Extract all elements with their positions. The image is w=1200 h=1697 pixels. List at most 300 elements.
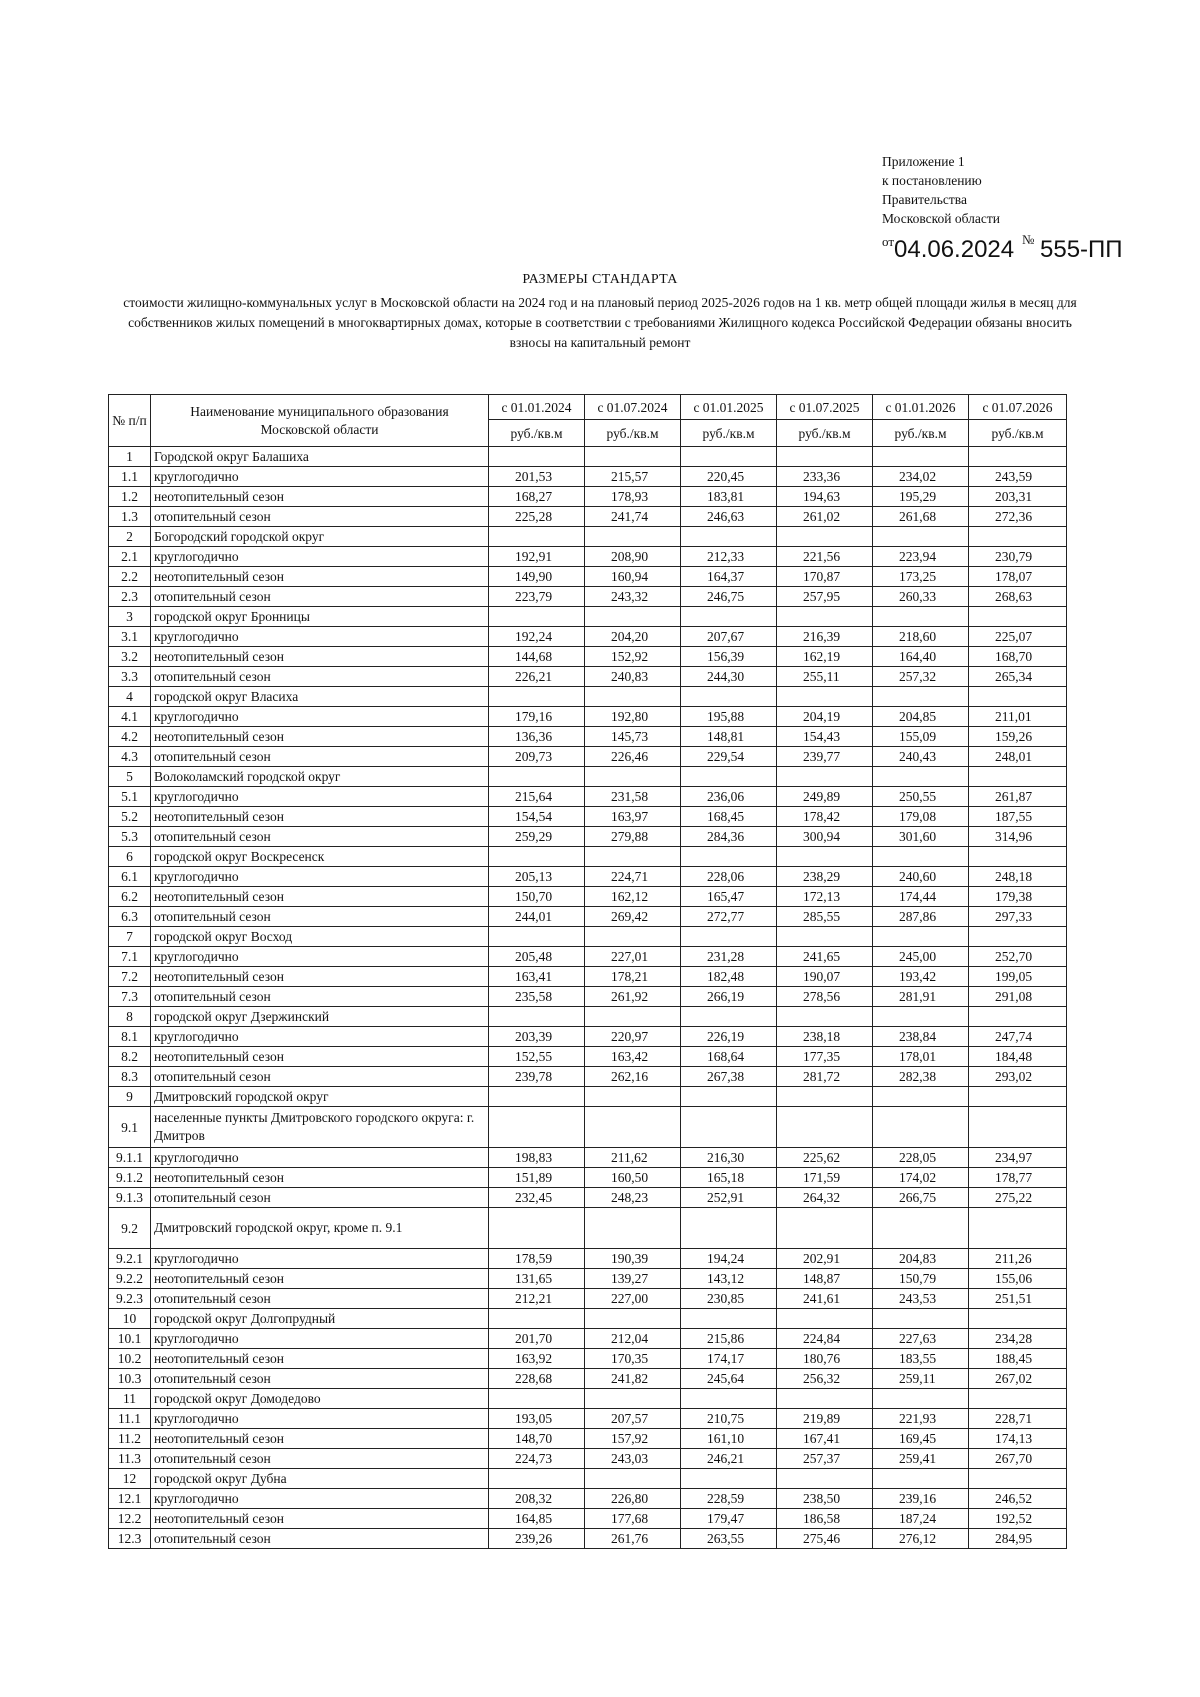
row-name: отопительный сезон xyxy=(151,507,489,527)
row-value: 240,83 xyxy=(585,667,681,687)
row-value xyxy=(969,607,1067,627)
row-value xyxy=(969,847,1067,867)
row-value: 173,25 xyxy=(873,567,969,587)
row-name: круглогодично xyxy=(151,547,489,567)
row-name: круглогодично xyxy=(151,1409,489,1429)
table-row xyxy=(109,567,1067,587)
row-value: 144,68 xyxy=(489,647,585,667)
row-number: 11.2 xyxy=(109,1429,151,1449)
table-row xyxy=(109,1309,1067,1329)
header-unit: руб./кв.м xyxy=(777,420,873,447)
row-value: 221,93 xyxy=(873,1409,969,1429)
row-value: 291,08 xyxy=(969,987,1067,1007)
table-row xyxy=(109,1509,1067,1529)
row-number: 9.1.1 xyxy=(109,1148,151,1168)
table-row xyxy=(109,587,1067,607)
row-number: 9.1.3 xyxy=(109,1188,151,1208)
row-value: 204,19 xyxy=(777,707,873,727)
row-value: 256,32 xyxy=(777,1369,873,1389)
row-value: 168,64 xyxy=(681,1047,777,1067)
row-name: круглогодично xyxy=(151,707,489,727)
row-number: 6.1 xyxy=(109,867,151,887)
row-value: 136,36 xyxy=(489,727,585,747)
number-label: № xyxy=(1022,232,1035,247)
row-value: 163,97 xyxy=(585,807,681,827)
row-value: 314,96 xyxy=(969,827,1067,847)
row-name: круглогодично xyxy=(151,947,489,967)
row-value: 249,89 xyxy=(777,787,873,807)
row-value xyxy=(489,1107,585,1148)
row-value: 245,64 xyxy=(681,1369,777,1389)
row-value xyxy=(873,607,969,627)
row-value: 257,32 xyxy=(873,667,969,687)
row-value xyxy=(873,1107,969,1148)
row-name: городской округ Бронницы xyxy=(151,607,489,627)
row-value: 177,35 xyxy=(777,1047,873,1067)
row-value: 246,52 xyxy=(969,1489,1067,1509)
row-value xyxy=(969,1087,1067,1107)
row-value: 203,39 xyxy=(489,1027,585,1047)
row-number: 7.2 xyxy=(109,967,151,987)
row-value: 301,60 xyxy=(873,827,969,847)
row-name: неотопительный сезон xyxy=(151,1349,489,1369)
row-value xyxy=(585,687,681,707)
row-value: 236,06 xyxy=(681,787,777,807)
appendix-line: к постановлению xyxy=(882,173,982,188)
row-name: круглогодично xyxy=(151,1148,489,1168)
row-value: 259,41 xyxy=(873,1449,969,1469)
row-value: 211,26 xyxy=(969,1249,1067,1269)
row-number: 10.3 xyxy=(109,1369,151,1389)
table-row xyxy=(109,767,1067,787)
row-value: 255,11 xyxy=(777,667,873,687)
row-value: 155,06 xyxy=(969,1269,1067,1289)
row-number: 1.3 xyxy=(109,507,151,527)
row-value: 241,61 xyxy=(777,1289,873,1309)
row-value xyxy=(969,1309,1067,1329)
row-name: отопительный сезон xyxy=(151,667,489,687)
row-value: 150,79 xyxy=(873,1269,969,1289)
row-value xyxy=(873,927,969,947)
row-value: 195,29 xyxy=(873,487,969,507)
row-value: 300,94 xyxy=(777,827,873,847)
row-value xyxy=(777,1469,873,1489)
header-unit: руб./кв.м xyxy=(873,420,969,447)
row-value: 227,00 xyxy=(585,1289,681,1309)
row-value: 161,10 xyxy=(681,1429,777,1449)
row-value xyxy=(585,1107,681,1148)
row-value: 228,59 xyxy=(681,1489,777,1509)
row-value: 151,89 xyxy=(489,1168,585,1188)
row-value xyxy=(585,1469,681,1489)
row-value: 212,21 xyxy=(489,1289,585,1309)
row-number: 8.1 xyxy=(109,1027,151,1047)
row-number: 9.1 xyxy=(109,1107,151,1148)
row-value: 204,20 xyxy=(585,627,681,647)
row-name: Богородский городской округ xyxy=(151,527,489,547)
row-value: 260,33 xyxy=(873,587,969,607)
row-value: 215,57 xyxy=(585,467,681,487)
row-value: 225,07 xyxy=(969,627,1067,647)
row-value: 245,00 xyxy=(873,947,969,967)
row-value: 168,27 xyxy=(489,487,585,507)
table-row xyxy=(109,927,1067,947)
row-value xyxy=(969,1469,1067,1489)
row-value: 221,56 xyxy=(777,547,873,567)
row-value xyxy=(777,767,873,787)
table-row xyxy=(109,547,1067,567)
row-value: 192,52 xyxy=(969,1509,1067,1529)
row-name: отопительный сезон xyxy=(151,1369,489,1389)
row-value xyxy=(681,1107,777,1148)
row-value: 157,92 xyxy=(585,1429,681,1449)
appendix-block xyxy=(882,152,1123,264)
row-value xyxy=(489,607,585,627)
row-value: 229,54 xyxy=(681,747,777,767)
row-value xyxy=(873,1469,969,1489)
row-value: 244,30 xyxy=(681,667,777,687)
row-value: 159,26 xyxy=(969,727,1067,747)
row-value: 186,58 xyxy=(777,1509,873,1529)
row-value: 261,02 xyxy=(777,507,873,527)
row-name: городской округ Домодедово xyxy=(151,1389,489,1409)
row-value xyxy=(585,847,681,867)
row-number: 10 xyxy=(109,1309,151,1329)
table-row xyxy=(109,967,1067,987)
row-value xyxy=(681,1309,777,1329)
row-value: 235,58 xyxy=(489,987,585,1007)
row-name: неотопительный сезон xyxy=(151,1047,489,1067)
row-value xyxy=(969,1107,1067,1148)
row-number: 8.3 xyxy=(109,1067,151,1087)
row-value xyxy=(489,927,585,947)
table-body xyxy=(109,447,1067,1549)
row-value xyxy=(777,1309,873,1329)
row-value: 251,51 xyxy=(969,1289,1067,1309)
row-name: городской округ Восход xyxy=(151,927,489,947)
row-value: 232,45 xyxy=(489,1188,585,1208)
row-value: 241,74 xyxy=(585,507,681,527)
row-value: 179,47 xyxy=(681,1509,777,1529)
table-row xyxy=(109,1289,1067,1309)
row-value: 163,42 xyxy=(585,1047,681,1067)
row-value: 208,90 xyxy=(585,547,681,567)
row-value xyxy=(969,927,1067,947)
row-value: 204,85 xyxy=(873,707,969,727)
row-value: 284,95 xyxy=(969,1529,1067,1549)
row-value xyxy=(585,927,681,947)
row-value: 239,78 xyxy=(489,1067,585,1087)
row-name: городской округ Долгопрудный xyxy=(151,1309,489,1329)
row-name: отопительный сезон xyxy=(151,1529,489,1549)
row-value xyxy=(585,1087,681,1107)
row-name: населенные пункты Дмитровского городского округа: г. Дмитров xyxy=(151,1107,489,1148)
table-row xyxy=(109,447,1067,467)
row-name: отопительный сезон xyxy=(151,1188,489,1208)
header-unit: руб./кв.м xyxy=(489,420,585,447)
row-name: отопительный сезон xyxy=(151,827,489,847)
row-value xyxy=(777,927,873,947)
row-value: 226,80 xyxy=(585,1489,681,1509)
row-value: 211,01 xyxy=(969,707,1067,727)
row-number: 2.1 xyxy=(109,547,151,567)
row-value: 208,32 xyxy=(489,1489,585,1509)
row-value: 248,18 xyxy=(969,867,1067,887)
table-row xyxy=(109,1249,1067,1269)
row-name: неотопительный сезон xyxy=(151,487,489,507)
decree-date: 04.06.2024 xyxy=(894,236,1015,263)
row-number: 6 xyxy=(109,847,151,867)
row-value: 225,62 xyxy=(777,1148,873,1168)
row-value: 131,65 xyxy=(489,1269,585,1289)
row-value xyxy=(777,1389,873,1409)
row-value: 272,77 xyxy=(681,907,777,927)
table-row xyxy=(109,1409,1067,1429)
row-name: неотопительный сезон xyxy=(151,807,489,827)
row-value: 209,73 xyxy=(489,747,585,767)
row-value: 190,39 xyxy=(585,1249,681,1269)
row-name: отопительный сезон xyxy=(151,587,489,607)
table-row xyxy=(109,667,1067,687)
table-row xyxy=(109,887,1067,907)
row-value: 193,42 xyxy=(873,967,969,987)
row-name: отопительный сезон xyxy=(151,907,489,927)
row-value xyxy=(681,767,777,787)
row-number: 11.3 xyxy=(109,1449,151,1469)
row-value: 204,83 xyxy=(873,1249,969,1269)
row-value: 247,74 xyxy=(969,1027,1067,1047)
row-value xyxy=(681,1007,777,1027)
row-value: 183,81 xyxy=(681,487,777,507)
row-value: 187,24 xyxy=(873,1509,969,1529)
table-row xyxy=(109,607,1067,627)
row-name: круглогодично xyxy=(151,1489,489,1509)
row-value: 230,79 xyxy=(969,547,1067,567)
row-value xyxy=(873,767,969,787)
table-row xyxy=(109,627,1067,647)
row-value: 160,50 xyxy=(585,1168,681,1188)
row-value: 207,57 xyxy=(585,1409,681,1429)
row-value: 275,46 xyxy=(777,1529,873,1549)
row-number: 9.1.2 xyxy=(109,1168,151,1188)
row-number: 1.1 xyxy=(109,467,151,487)
table-row xyxy=(109,1047,1067,1067)
row-value: 257,37 xyxy=(777,1449,873,1469)
row-value: 156,39 xyxy=(681,647,777,667)
table-row xyxy=(109,727,1067,747)
row-value xyxy=(777,1007,873,1027)
row-name: круглогодично xyxy=(151,627,489,647)
row-value: 145,73 xyxy=(585,727,681,747)
row-value xyxy=(969,1007,1067,1027)
row-value: 285,55 xyxy=(777,907,873,927)
row-value: 225,28 xyxy=(489,507,585,527)
row-value: 165,18 xyxy=(681,1168,777,1188)
row-value: 224,84 xyxy=(777,1329,873,1349)
row-value: 172,13 xyxy=(777,887,873,907)
row-value: 194,63 xyxy=(777,487,873,507)
appendix-line: Московской области xyxy=(882,211,1001,226)
row-name: неотопительный сезон xyxy=(151,967,489,987)
row-value: 194,24 xyxy=(681,1249,777,1269)
table-row xyxy=(109,1369,1067,1389)
row-value: 174,44 xyxy=(873,887,969,907)
row-value: 201,53 xyxy=(489,467,585,487)
row-value: 220,45 xyxy=(681,467,777,487)
row-value: 178,93 xyxy=(585,487,681,507)
row-value: 193,05 xyxy=(489,1409,585,1429)
row-number: 12 xyxy=(109,1469,151,1489)
row-value: 195,88 xyxy=(681,707,777,727)
table-row xyxy=(109,947,1067,967)
row-name: круглогодично xyxy=(151,787,489,807)
row-value: 244,01 xyxy=(489,907,585,927)
row-value: 243,53 xyxy=(873,1289,969,1309)
table-row xyxy=(109,1349,1067,1369)
row-value xyxy=(681,1469,777,1489)
standard-cost-table xyxy=(108,394,1067,1549)
row-value: 228,68 xyxy=(489,1369,585,1389)
row-value xyxy=(489,847,585,867)
table-row xyxy=(109,807,1067,827)
row-number: 7.3 xyxy=(109,987,151,1007)
row-number: 3.2 xyxy=(109,647,151,667)
row-value xyxy=(873,527,969,547)
row-value: 257,95 xyxy=(777,587,873,607)
row-name: Волоколамский городской округ xyxy=(151,767,489,787)
row-number: 2.2 xyxy=(109,567,151,587)
row-value: 228,71 xyxy=(969,1409,1067,1429)
row-value: 178,77 xyxy=(969,1168,1067,1188)
row-value: 234,28 xyxy=(969,1329,1067,1349)
row-name: неотопительный сезон xyxy=(151,567,489,587)
row-value: 241,65 xyxy=(777,947,873,967)
row-number: 4.3 xyxy=(109,747,151,767)
row-value: 293,02 xyxy=(969,1067,1067,1087)
row-value: 234,97 xyxy=(969,1148,1067,1168)
header-unit: руб./кв.м xyxy=(969,420,1067,447)
row-value xyxy=(777,847,873,867)
row-value: 148,87 xyxy=(777,1269,873,1289)
row-number: 6.3 xyxy=(109,907,151,927)
row-number: 5 xyxy=(109,767,151,787)
row-value: 148,81 xyxy=(681,727,777,747)
row-value: 231,28 xyxy=(681,947,777,967)
row-value: 150,70 xyxy=(489,887,585,907)
row-value xyxy=(681,687,777,707)
row-name: неотопительный сезон xyxy=(151,647,489,667)
row-value: 163,92 xyxy=(489,1349,585,1369)
row-name: городской округ Дзержинский xyxy=(151,1007,489,1027)
row-value xyxy=(969,447,1067,467)
row-value xyxy=(489,687,585,707)
document-subtitle: стоимости жилищно-коммунальных услуг в Московской области на 2024 год и на плановый период 2025-2026 годов на 1 кв. метр общей площади жилья в месяц для собственников жилых помещений в многоквартирных домах, которые в соответствии с требованиями Жилищного кодекса Российской Федерации обязаны вносить взносы на капитальный ремонт xyxy=(123,295,1077,350)
table-row xyxy=(109,1469,1067,1489)
row-value xyxy=(777,527,873,547)
row-value: 165,47 xyxy=(681,887,777,907)
row-value: 205,48 xyxy=(489,947,585,967)
row-value: 267,38 xyxy=(681,1067,777,1087)
row-number: 3.1 xyxy=(109,627,151,647)
table-row xyxy=(109,1107,1067,1148)
row-value: 226,19 xyxy=(681,1027,777,1047)
row-name: неотопительный сезон xyxy=(151,887,489,907)
row-value: 178,21 xyxy=(585,967,681,987)
row-value xyxy=(489,1208,585,1249)
row-name: Дмитровский городской округ, кроме п. 9.1 xyxy=(151,1208,489,1249)
row-name: городской округ Воскресенск xyxy=(151,847,489,867)
row-number: 9.2.3 xyxy=(109,1289,151,1309)
row-value: 263,55 xyxy=(681,1529,777,1549)
row-number: 5.3 xyxy=(109,827,151,847)
table-row xyxy=(109,527,1067,547)
appendix-line: Приложение 1 xyxy=(882,154,965,169)
row-name: городской округ Власиха xyxy=(151,687,489,707)
table-row xyxy=(109,1168,1067,1188)
row-value: 246,75 xyxy=(681,587,777,607)
row-value xyxy=(969,767,1067,787)
row-value: 211,62 xyxy=(585,1148,681,1168)
table-row xyxy=(109,987,1067,1007)
table-row xyxy=(109,1429,1067,1449)
table-row xyxy=(109,1449,1067,1469)
row-value xyxy=(489,1389,585,1409)
row-value: 238,29 xyxy=(777,867,873,887)
table-row xyxy=(109,1188,1067,1208)
row-value: 164,40 xyxy=(873,647,969,667)
row-number: 9.2.2 xyxy=(109,1269,151,1289)
row-value: 148,70 xyxy=(489,1429,585,1449)
row-value xyxy=(969,687,1067,707)
header-period: с 01.01.2025 xyxy=(681,395,777,420)
row-value xyxy=(585,607,681,627)
row-value: 266,19 xyxy=(681,987,777,1007)
row-number: 9 xyxy=(109,1087,151,1107)
row-value: 224,71 xyxy=(585,867,681,887)
table-row xyxy=(109,1329,1067,1349)
row-number: 4.1 xyxy=(109,707,151,727)
table-row xyxy=(109,1027,1067,1047)
row-value: 179,38 xyxy=(969,887,1067,907)
row-value: 190,07 xyxy=(777,967,873,987)
row-value xyxy=(681,447,777,467)
row-value: 230,85 xyxy=(681,1289,777,1309)
row-value xyxy=(489,1007,585,1027)
document-title: РАЗМЕРЫ СТАНДАРТА xyxy=(522,272,678,287)
row-value: 170,87 xyxy=(777,567,873,587)
row-value: 246,63 xyxy=(681,507,777,527)
row-value: 252,91 xyxy=(681,1188,777,1208)
row-value: 212,33 xyxy=(681,547,777,567)
row-value: 184,48 xyxy=(969,1047,1067,1067)
row-name: отопительный сезон xyxy=(151,747,489,767)
row-value: 188,45 xyxy=(969,1349,1067,1369)
row-value: 192,24 xyxy=(489,627,585,647)
row-value: 239,26 xyxy=(489,1529,585,1549)
row-name: круглогодично xyxy=(151,1329,489,1349)
row-value xyxy=(489,767,585,787)
row-value xyxy=(873,1389,969,1409)
row-value: 240,60 xyxy=(873,867,969,887)
row-value: 162,19 xyxy=(777,647,873,667)
header-period: с 01.01.2024 xyxy=(489,395,585,420)
row-value: 297,33 xyxy=(969,907,1067,927)
row-value: 178,07 xyxy=(969,567,1067,587)
row-value xyxy=(489,1309,585,1329)
table-row xyxy=(109,1007,1067,1027)
row-number: 1.2 xyxy=(109,487,151,507)
header-name: Наименование муниципального образования Московской области xyxy=(151,395,489,447)
